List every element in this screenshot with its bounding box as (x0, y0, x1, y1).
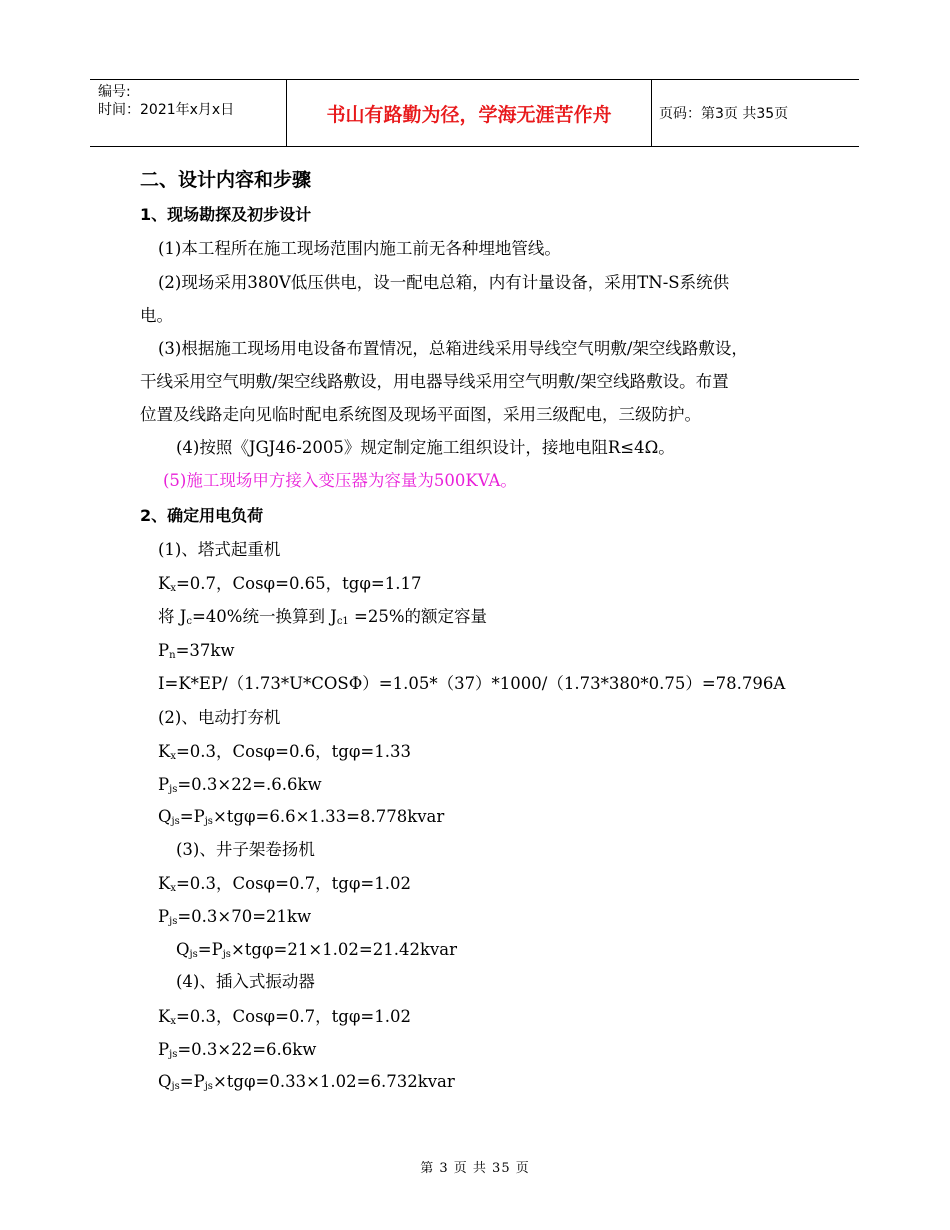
load-4-title: (4)、插入式振动器 (176, 972, 315, 991)
header-page-info: 页码：第3页 共35页 (659, 106, 789, 122)
load-2-reactive: $Q_{js}=P_{js}\times tg\varphi=6.6\times 1.33=8.778kvar$ (158, 807, 445, 827)
load-2-coefficients: $K_x=0.3$，Cosφ=0.6，tgφ=1.33 (158, 742, 411, 762)
section-title: 二、设计内容和步骤 (140, 169, 312, 191)
load-2-title: (2)、电动打夯机 (158, 708, 281, 727)
paragraph-2b: 电。 (140, 306, 173, 325)
paragraph-4: (4)按照《JGJ46-2005》规定制定施工组织设计，接地电阻R≤4Ω。 (176, 438, 675, 457)
header-meta (90, 80, 286, 146)
paragraph-2a: (2)现场采用380V低压供电，设一配电总箱，内有计量设备，采用TN-S系统供 (158, 273, 730, 292)
load-1-conversion: 将 $J_c=40\%$统一换算到 $J_{c1} =25\%$的额定容量 (158, 607, 488, 627)
paragraph-3b: 干线采用空气明敷/架空线路敷设，用电器导线采用空气明敷/架空线路敷设。布置 (140, 372, 729, 391)
load-1-title: (1)、塔式起重机 (158, 540, 281, 559)
load-1-current: I=K*EP/（1.73*U*COSΦ）=1.05*（37）*1000/（1.73*380*0.75）=78.796A (158, 674, 786, 693)
load-1-power: $P_n=37kw$ (158, 641, 235, 661)
load-4-power: $P_{js}=0.3\times 22=6.6kw$ (158, 1040, 317, 1060)
load-4-reactive: $Q_{js}=P_{js}\times tg\varphi=0.33\times 1.02=6.732kvar$ (158, 1072, 455, 1092)
load-3-title: (3)、井子架卷扬机 (176, 840, 315, 859)
number-label: 编号: (98, 84, 131, 100)
header-motto: 书山有路勤为径，学海无涯苦作舟 (286, 80, 652, 146)
subsection-title-1: 1、现场勘探及初步设计 (140, 205, 312, 224)
load-3-power: $P_{js}=0.3\times 70=21kw$ (158, 907, 312, 927)
time-label: 时间：2021年x月x日 (98, 102, 235, 118)
paragraph-3c: 位置及线路走向见临时配电系统图及现场平面图，采用三级配电，三级防护。 (140, 405, 701, 424)
page-header (90, 79, 859, 147)
paragraph-3a: (3)根据施工现场用电设备布置情况，总箱进线采用导线空气明敷/架空线路敷设， (158, 339, 748, 358)
load-2-power: $P_{js}=0.3\times 22=.6.6kw$ (158, 775, 322, 795)
load-4-coefficients: $K_x=0.3$，Cosφ=0.7，tgφ=1.02 (158, 1007, 411, 1027)
load-3-coefficients: $K_x=0.3$，Cosφ=0.7，tgφ=1.02 (158, 874, 411, 894)
load-3-reactive: $Q_{js}=P_{js}\times tg\varphi=21\times 1.02=21.42kvar$ (176, 940, 457, 960)
page-footer: 第 3 页 共 35 页 (420, 1161, 530, 1176)
load-1-coefficients: $K_x=0.7$，Cosφ=0.65，tgφ=1.17 (158, 574, 422, 594)
subsection-title-2: 2、确定用电负荷 (140, 506, 264, 525)
paragraph-5-highlight: (5)施工现场甲方接入变压器为容量为500KVA。 (163, 471, 517, 490)
paragraph-1: (1)本工程所在施工现场范围内施工前无各种埋地管线。 (158, 239, 561, 258)
